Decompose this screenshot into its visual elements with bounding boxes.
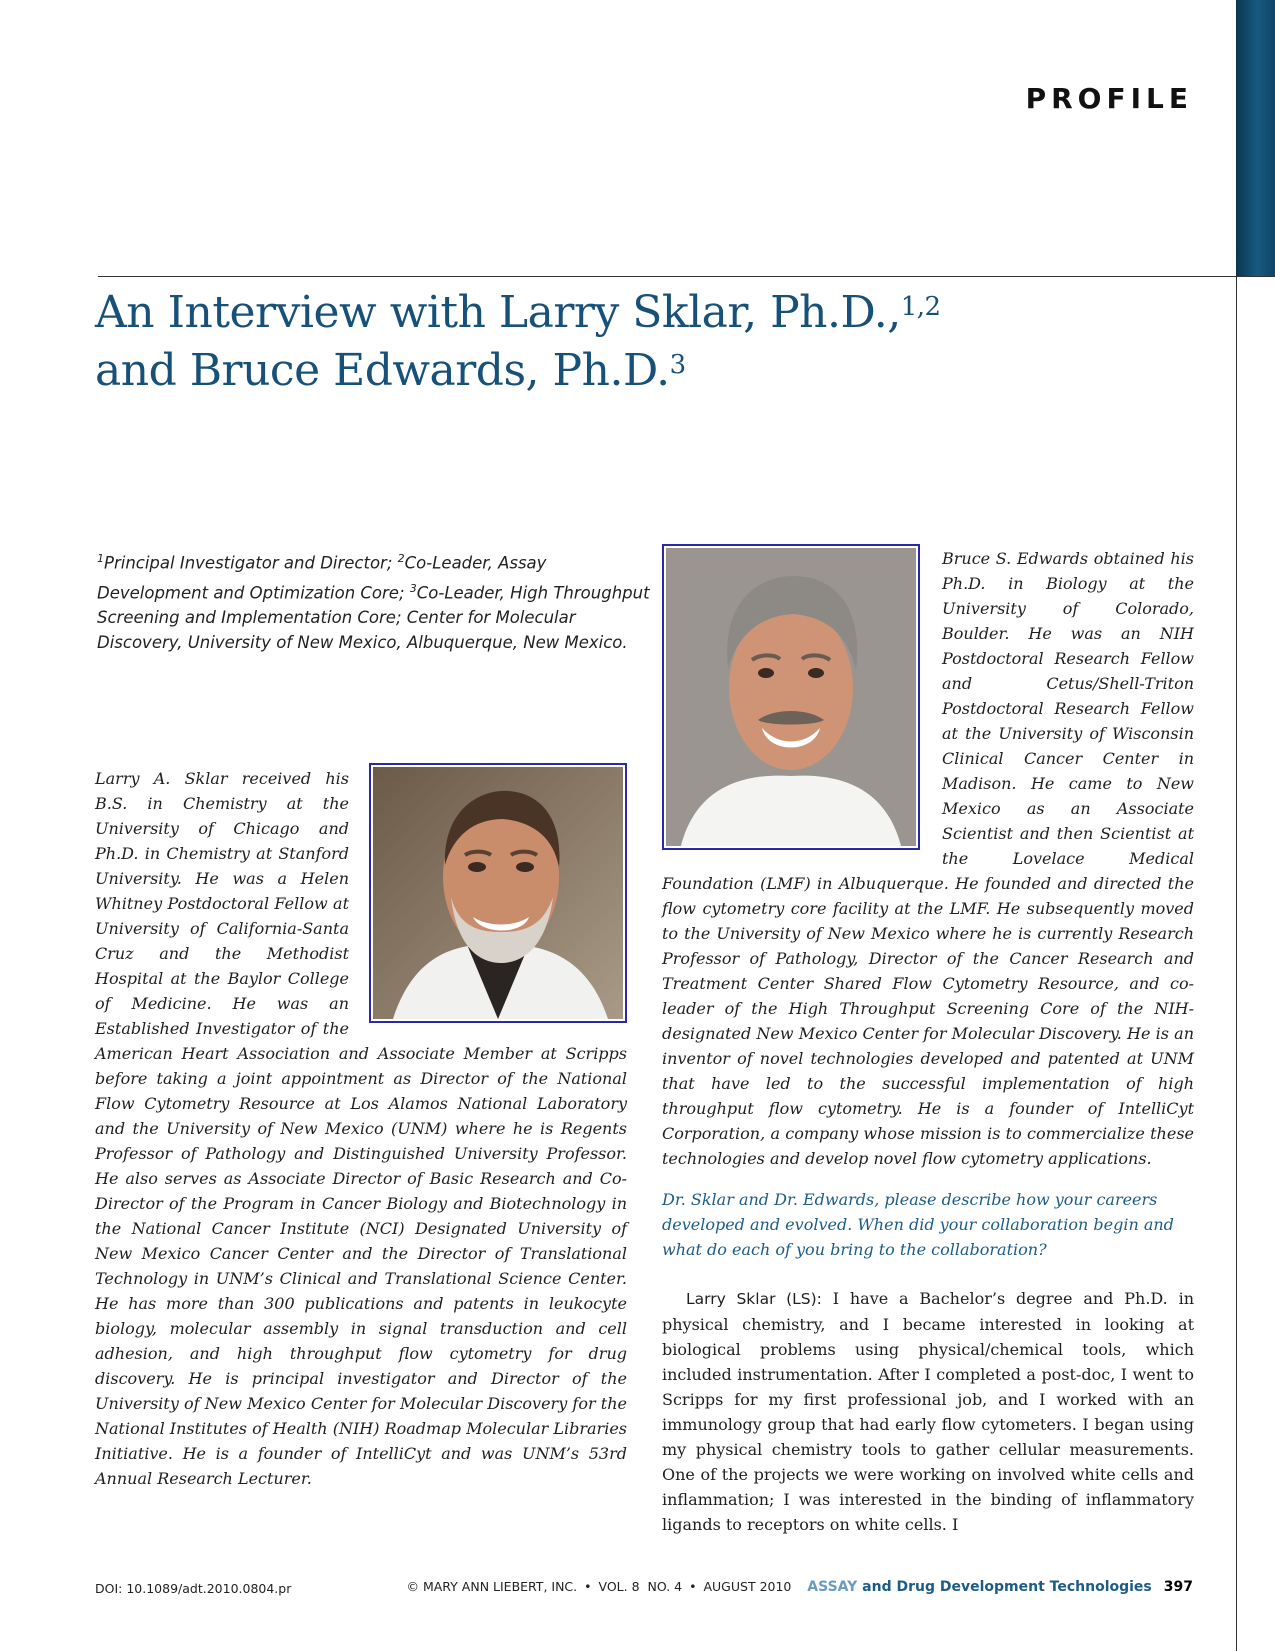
doi-label: DOI: 10.1089/adt.2010.0804.pr	[95, 1581, 292, 1596]
edwards-photo-illustration	[666, 548, 916, 846]
title-sup-2: 3	[669, 350, 686, 380]
edwards-portrait	[662, 544, 920, 850]
affil-sup-2: 2	[397, 552, 405, 565]
interview-answer	[662, 1262, 1194, 1537]
left-column	[95, 766, 627, 1491]
affiliations	[97, 546, 657, 655]
edge-rule	[1236, 277, 1237, 1651]
title-line-2: and Bruce Edwards, Ph.D.	[95, 345, 670, 396]
affil-text-2: Co-Leader, Assay Development and Optimization Core;	[97, 553, 547, 602]
publisher-label: © MARY ANN LIEBERT, INC.	[406, 1579, 578, 1594]
footer-right	[406, 1579, 1193, 1595]
volume-label: VOL. 8	[598, 1579, 640, 1594]
bullet-separator: •	[584, 1579, 592, 1594]
edwards-bio: Bruce S. Edwards obtained his Ph.D. in Biology at the University of Colorado, Boulder. He was an NIH Postdoctoral Research Fellow and Cetus/Shell-Triton Postdoctoral Research Fellow at the University of Wisconsin Clinical Cancer Center in Madison. He came to New Mexico as an Associate Scientist and then Scientist at the Lovelace Medical Foundation (LMF) in Albuquerque. He founded and directed the flow cytometry core facility at the LMF. He subsequently moved to the University of New Mexico where he is currently Research Professor of Pathology, Director of the Cancer Research and Treatment Center Shared Flow Cytometry Resource, and co-leader of the High Throughput Screening Core of the NIH-designated New Mexico Center for Molecular Discovery. He is an inventor of novel technologies developed and patented at UNM that have led to the successful implementation of high throughput flow cytometry. He is a founder of IntelliCyt Corporation, a company whose mission is to commercialize these technologies and develop novel flow cytometry applications.	[662, 549, 1194, 1168]
journal-assay: ASSAY	[807, 1579, 858, 1595]
page-number: 397	[1163, 1579, 1193, 1595]
sklar-photo-illustration	[373, 767, 623, 1019]
article-title	[95, 284, 1095, 400]
sklar-bio: Larry A. Sklar received his B.S. in Chemistry at the University of Chicago and Ph.D. in Chemistry at Stanford University. He was a Helen Whitney Postdoctoral Fellow at University of California-Santa Cruz and the Methodist Hospital at the Baylor College of Medicine. He was an Established Investigator of the American Heart Association and Associate Member at Scripps before taking a joint appointment as Director of the National Flow Cytometry Resource at Los Alamos National Laboratory and the University of New Mexico (UNM) where he is Regents Professor of Pathology and Distinguished University Professor. He also serves as Associate Director of Basic Research and Co-Director of the Program in Cancer Biology and Biotechnology in the National Cancer Institute (NCI) Designated University of New Mexico Cancer Center and the Director of Translational Technology in UNM’s Clinical and Translational Science Center. He has more than 300 publications and patents in leukocyte biology, molecular assembly in signal transduction and cell adhesion, and high throughput flow cytometry for drug discovery. He is principal investigator and Director of the University of New Mexico Center for Molecular Discovery for the National Institutes of Health (NIH) Roadmap Molecular Libraries Initiative. He is a founder of IntelliCyt and was UNM’s 53rd Annual Research Lecturer.	[95, 769, 627, 1488]
section-label: PROFILE	[1025, 82, 1193, 115]
title-rule	[98, 276, 1275, 277]
sklar-portrait	[369, 763, 627, 1023]
issue-label: NO. 4	[647, 1579, 683, 1594]
title-line-1: An Interview with Larry Sklar, Ph.D.,	[95, 287, 901, 338]
affil-sup-3: 3	[409, 581, 417, 595]
affil-text-3: Co-Leader, High Throughput Screening and Implementation Core; Center for Molecular Discovery, University of New Mexico, Albuquerque, New Mexico.	[97, 583, 650, 652]
interview-question: Dr. Sklar and Dr. Edwards, please describe how your careers developed and evolved. When did your collaboration begin and what do each of you bring to the collaboration?	[662, 1190, 1174, 1259]
journal-name	[807, 1579, 1151, 1595]
date-label: AUGUST 2010	[703, 1579, 792, 1594]
page-footer	[95, 1579, 1193, 1601]
title-sup-1: 1,2	[900, 292, 941, 322]
edge-color-bar	[1236, 0, 1275, 277]
affil-text-1: Principal Investigator and Director;	[104, 553, 398, 573]
answer-speaker: Larry Sklar (LS):	[686, 1290, 822, 1308]
answer-text: I have a Bachelor’s degree and Ph.D. in physical chemistry, and I became interested in looking at biological problems using physical/chemical tools, which included instrumentation. After I completed a post-doc, I went to Scripps for my first professional job, and I worked with an immunology group that had early flow cytometers. I began using my physical chemistry tools to gather cellular measurements. One of the projects we were working on involved white cells and inflammation; I was interested in the binding of inflammatory ligands to receptors on white cells. I	[662, 1289, 1195, 1534]
journal-rest: and Drug Development Technologies	[857, 1579, 1152, 1595]
bullet-separator: •	[689, 1579, 697, 1594]
affil-sup-1: 1	[97, 552, 104, 565]
right-column	[662, 546, 1194, 1537]
